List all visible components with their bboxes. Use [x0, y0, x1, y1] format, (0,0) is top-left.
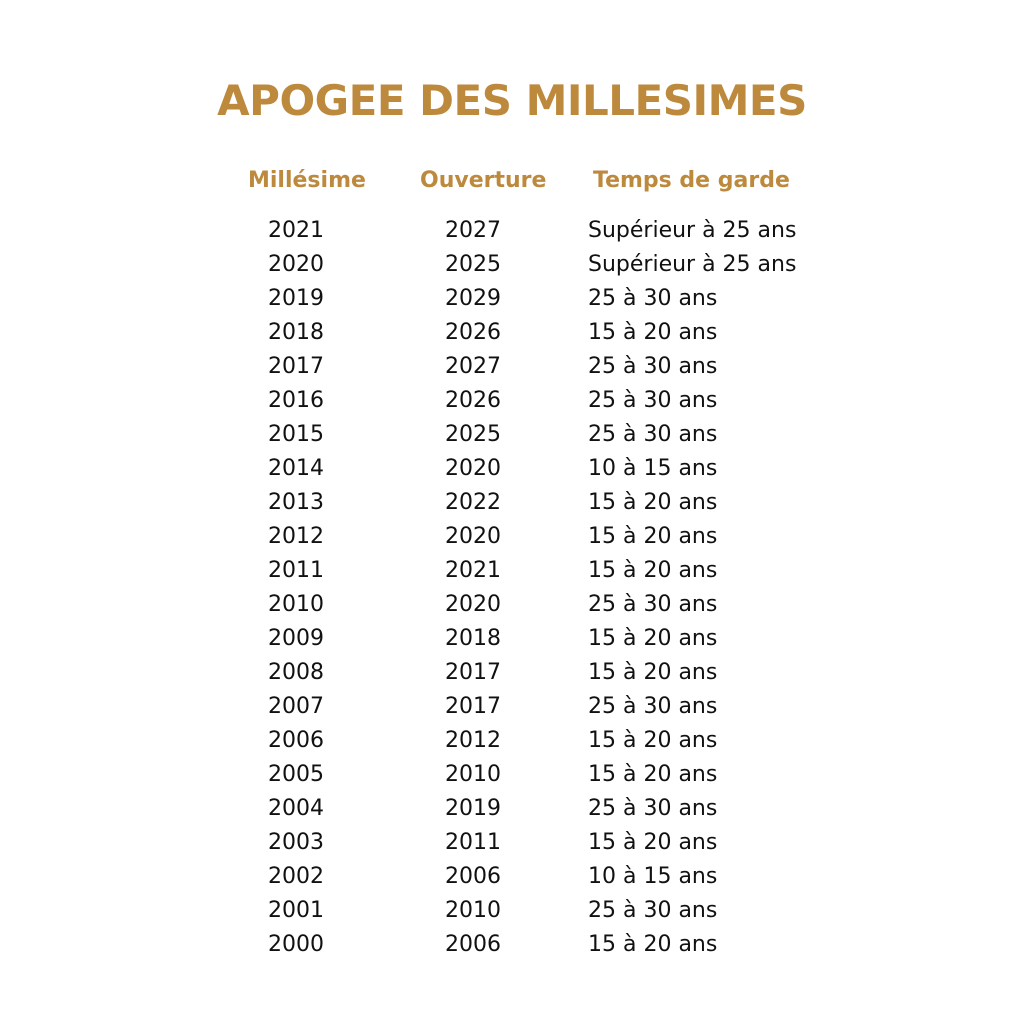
table-row [0, 282, 1024, 316]
table-row [0, 350, 1024, 384]
keep-cell: 15 à 20 ans [588, 660, 718, 685]
table-row [0, 384, 1024, 418]
table-row [0, 792, 1024, 826]
header-vintage: Millésime [248, 168, 366, 193]
opening-cell: 2027 [445, 354, 501, 379]
vintage-cell: 2016 [268, 388, 324, 413]
table-row [0, 588, 1024, 622]
header-opening: Ouverture [420, 168, 547, 193]
vintage-cell: 2006 [268, 728, 324, 753]
opening-cell: 2010 [445, 898, 501, 923]
keep-cell: 10 à 15 ans [588, 456, 718, 481]
vintage-cell: 2013 [268, 490, 324, 515]
opening-cell: 2025 [445, 422, 501, 447]
opening-cell: 2010 [445, 762, 501, 787]
vintage-cell: 2004 [268, 796, 324, 821]
keep-cell: 15 à 20 ans [588, 524, 718, 549]
table-row [0, 724, 1024, 758]
keep-cell: 25 à 30 ans [588, 796, 718, 821]
table-row [0, 758, 1024, 792]
opening-cell: 2025 [445, 252, 501, 277]
opening-cell: 2027 [445, 218, 501, 243]
table-row [0, 826, 1024, 860]
keep-cell: 15 à 20 ans [588, 762, 718, 787]
vintage-cell: 2011 [268, 558, 324, 583]
opening-cell: 2020 [445, 456, 501, 481]
opening-cell: 2020 [445, 524, 501, 549]
keep-cell: 10 à 15 ans [588, 864, 718, 889]
vintage-cell: 2008 [268, 660, 324, 685]
table-row [0, 690, 1024, 724]
table-row [0, 214, 1024, 248]
opening-cell: 2018 [445, 626, 501, 651]
table-row [0, 418, 1024, 452]
vintage-cell: 2014 [268, 456, 324, 481]
opening-cell: 2006 [445, 932, 501, 957]
table-row [0, 554, 1024, 588]
vintage-cell: 2000 [268, 932, 324, 957]
keep-cell: Supérieur à 25 ans [588, 252, 797, 277]
table-row [0, 860, 1024, 894]
vintage-cell: 2021 [268, 218, 324, 243]
keep-cell: 15 à 20 ans [588, 490, 718, 515]
opening-cell: 2022 [445, 490, 501, 515]
vintage-cell: 2018 [268, 320, 324, 345]
table-row [0, 656, 1024, 690]
table-row [0, 248, 1024, 282]
vintage-cell: 2002 [268, 864, 324, 889]
vintage-cell: 2012 [268, 524, 324, 549]
opening-cell: 2019 [445, 796, 501, 821]
keep-cell: 25 à 30 ans [588, 388, 718, 413]
opening-cell: 2029 [445, 286, 501, 311]
keep-cell: 15 à 20 ans [588, 320, 718, 345]
keep-cell: 25 à 30 ans [588, 592, 718, 617]
vintage-cell: 2007 [268, 694, 324, 719]
table-row [0, 316, 1024, 350]
vintage-table [0, 164, 1024, 957]
vintage-cell: 2005 [268, 762, 324, 787]
vintage-cell: 2001 [268, 898, 324, 923]
keep-cell: 25 à 30 ans [588, 422, 718, 447]
keep-cell: 25 à 30 ans [588, 354, 718, 379]
opening-cell: 2012 [445, 728, 501, 753]
table-row [0, 622, 1024, 656]
opening-cell: 2026 [445, 388, 501, 413]
vintage-cell: 2019 [268, 286, 324, 311]
opening-cell: 2006 [445, 864, 501, 889]
opening-cell: 2011 [445, 830, 501, 855]
keep-cell: Supérieur à 25 ans [588, 218, 797, 243]
table-row [0, 520, 1024, 554]
opening-cell: 2017 [445, 660, 501, 685]
vintage-cell: 2010 [268, 592, 324, 617]
vintage-cell: 2003 [268, 830, 324, 855]
vintage-cell: 2015 [268, 422, 324, 447]
opening-cell: 2021 [445, 558, 501, 583]
vintage-cell: 2017 [268, 354, 324, 379]
vintage-cell: 2009 [268, 626, 324, 651]
table-row [0, 452, 1024, 486]
table-row [0, 894, 1024, 928]
keep-cell: 25 à 30 ans [588, 898, 718, 923]
page-title: APOGEE DES MILLESIMES [217, 76, 807, 125]
vintage-cell: 2020 [268, 252, 324, 277]
keep-cell: 15 à 20 ans [588, 626, 718, 651]
keep-cell: 25 à 30 ans [588, 286, 718, 311]
opening-cell: 2017 [445, 694, 501, 719]
keep-cell: 15 à 20 ans [588, 932, 718, 957]
table-body [0, 214, 1024, 962]
opening-cell: 2020 [445, 592, 501, 617]
table-row [0, 928, 1024, 962]
keep-cell: 25 à 30 ans [588, 694, 718, 719]
table-header [0, 164, 1024, 204]
keep-cell: 15 à 20 ans [588, 728, 718, 753]
opening-cell: 2026 [445, 320, 501, 345]
keep-cell: 15 à 20 ans [588, 830, 718, 855]
header-keep: Temps de garde [593, 168, 790, 193]
keep-cell: 15 à 20 ans [588, 558, 718, 583]
table-row [0, 486, 1024, 520]
